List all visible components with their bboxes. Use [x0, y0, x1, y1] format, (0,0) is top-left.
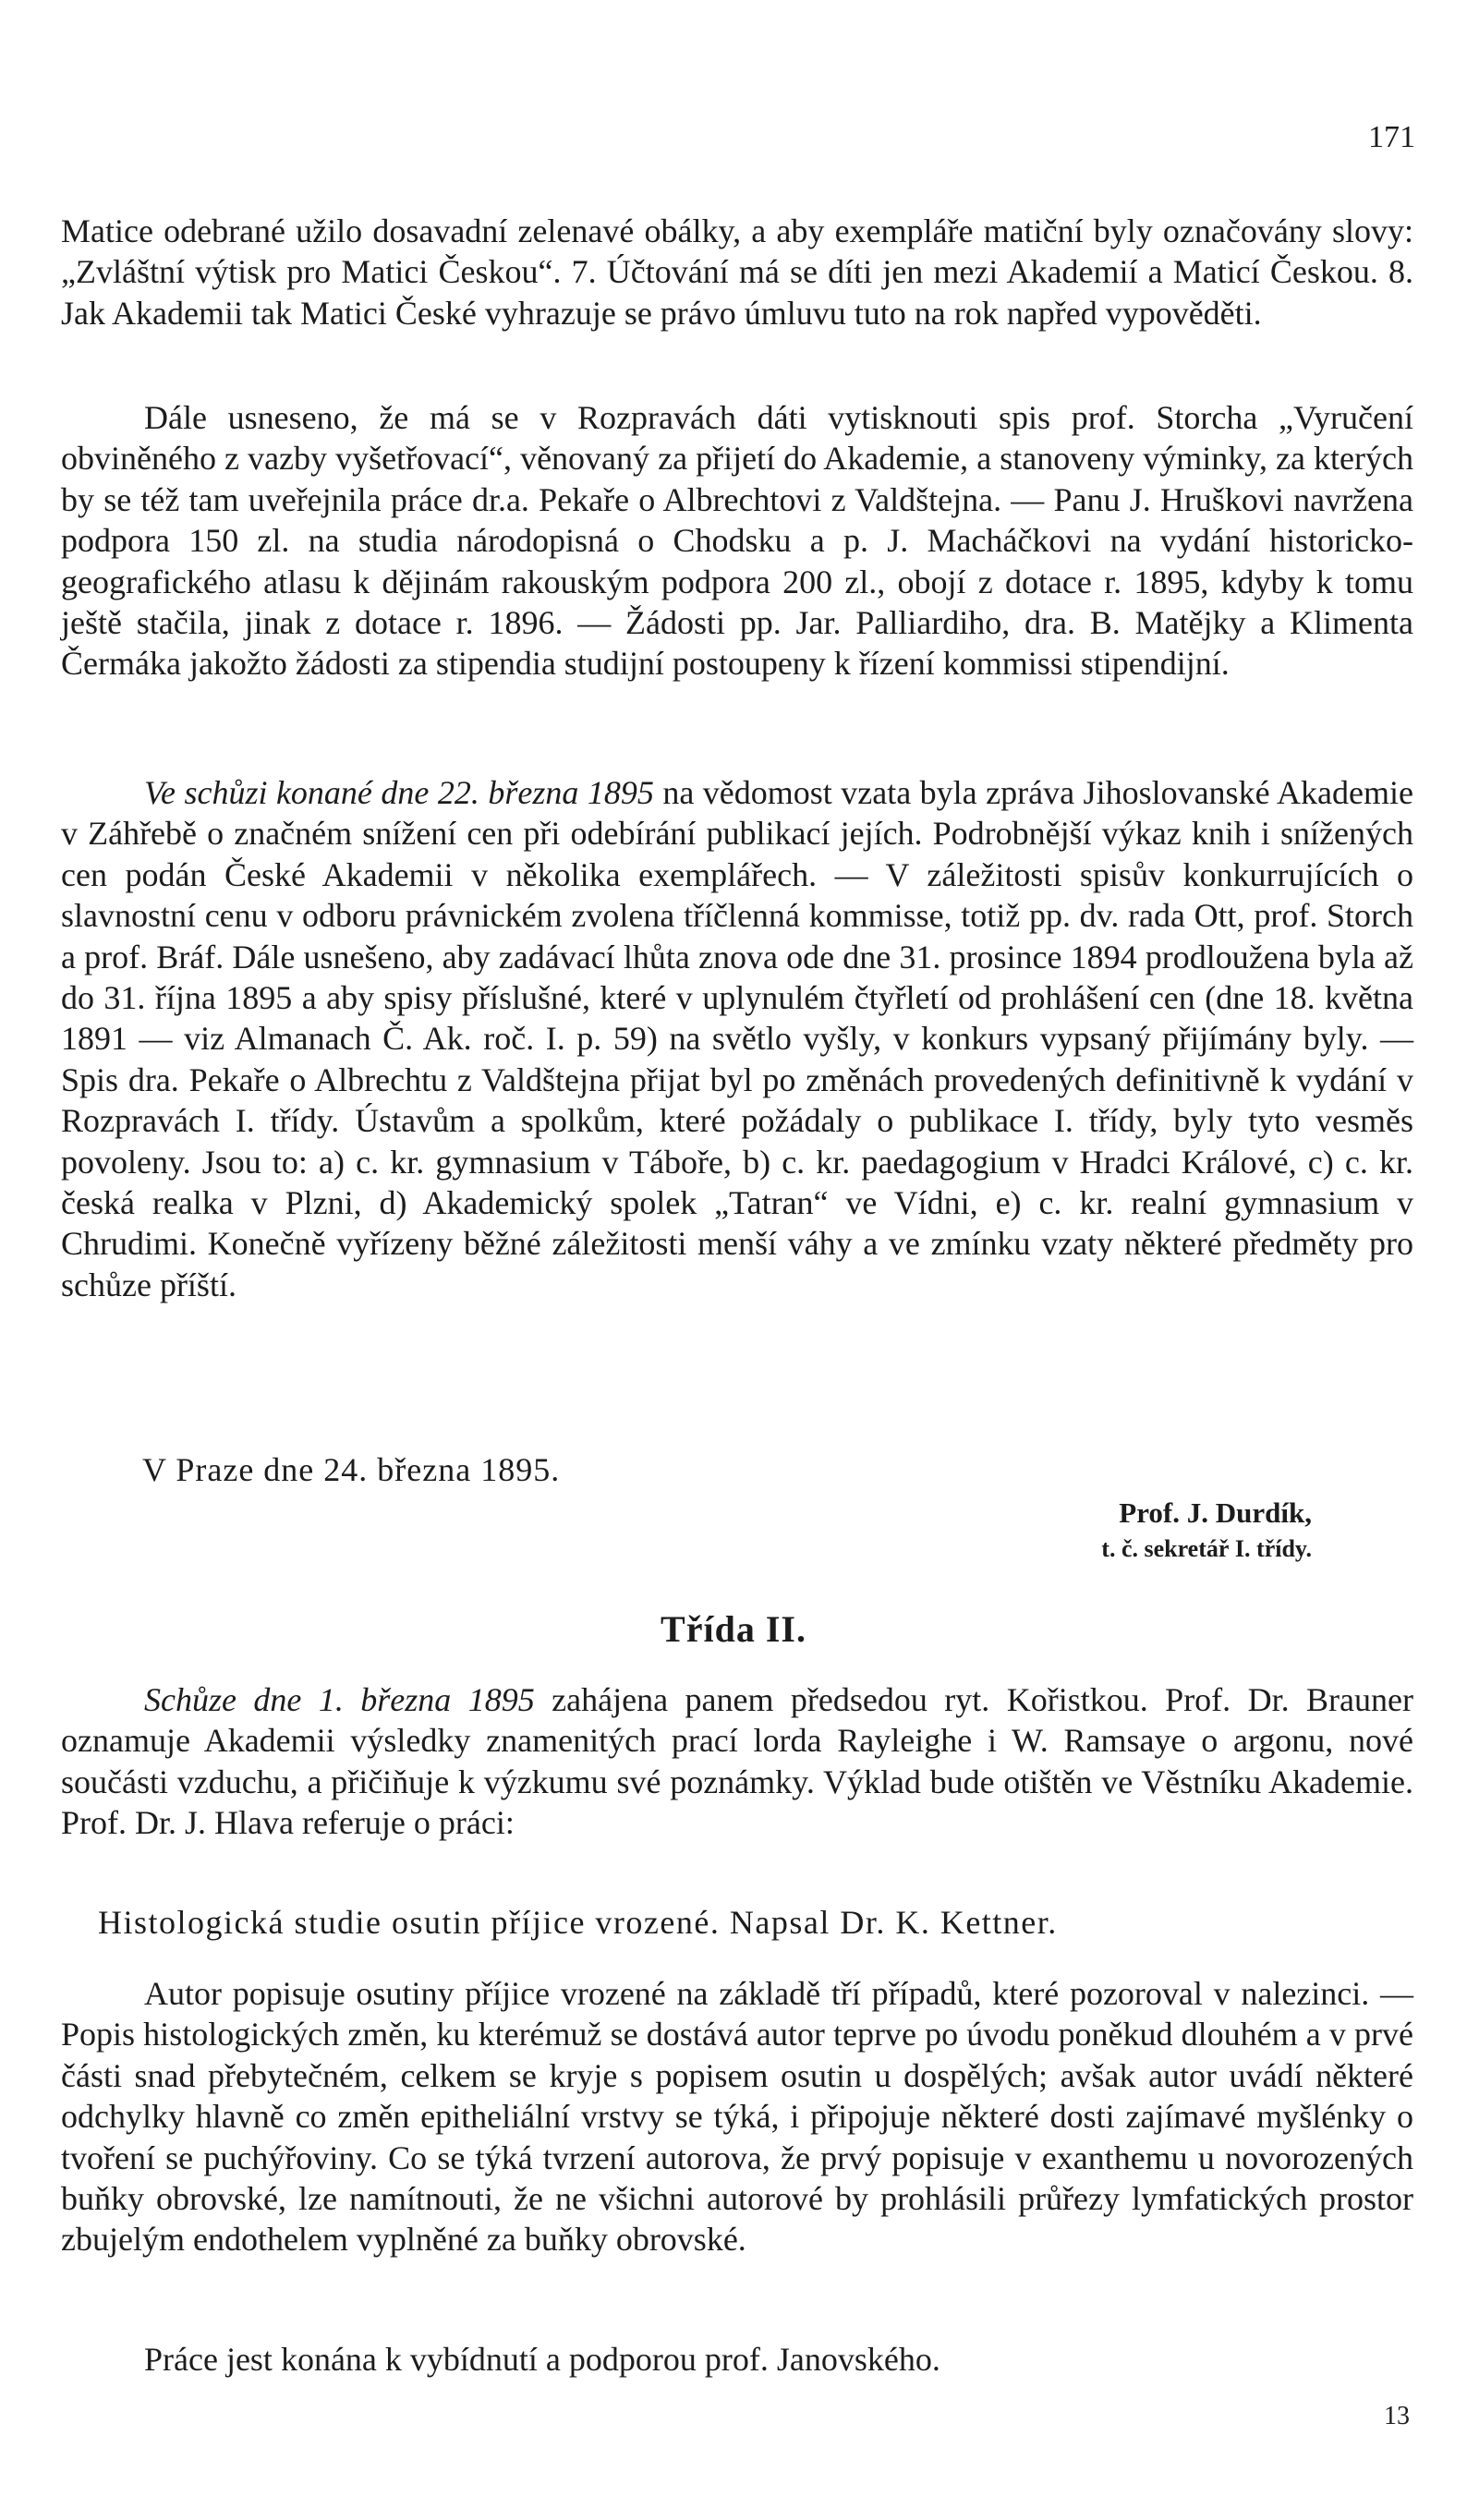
paragraph-text: Dále usneseno, že má se v Rozpravách dáti vytisknouti spis prof. Storcha „Vyručení obviněného z vazby vyšetřovací“, věnovaný za přijetí do Akademie, a stanoveny výminky, za kterých by se též tam uveřejnila práce dr.a. Pekaře o Albrechtovi z Valdštejna. — Panu J. Hruškovi navržena podpora 150 zl. na studia národopisná o Chodsku a p. J. Macháčkovi na vydání historicko-geografického atlasu k dějinám rakouským podpora 200 zl., obojí z dotace r. 1895, kdyby k tomu ještě stačila, jinak z dotace r. 1896. — Žádosti pp. Jar. Palliardiho, dra. B. Matějky a Klimenta Čermáka jakožto žádosti za stipendia studijní postoupeny k řízení kommissi stipendijní.: [61, 399, 1413, 683]
paragraph-session-1-march: [61, 1679, 1413, 1844]
paragraph-rozpravy-resolution: [61, 397, 1413, 685]
paragraph-text: Autor popisuje osutiny příjice vrozené na základě tří případů, které pozoroval v nalezinci. — Popis histologických změn, ku kterémuž se dostává autor teprve po úvodu poněkud dlouhém a v prvé části snad přebytečném, celkem se kryje s popisem osutin u dospělých; avšak autor uvádí některé odchylky hlavně co změn epitheliální vrstvy se týká, i připojuje některé dosti zajímavé myšlénky o tvoření se puchýřoviny. Co se týká tvrzení autorova, že prvý popisuje v exanthemu u novorozených buňky obrovské, lze namítnouti, že ne všichni autorové by prohlásili průřezy lymfatických prostor zbujelým endothelem vyplněné za buňky obrovské.: [61, 1975, 1413, 2259]
paragraph-acknowledgement: [61, 2339, 1413, 2380]
session-date-italic: Ve schůzi konané dne 22. března 1895: [144, 774, 654, 811]
paragraph-text: Práce jest konána k vybídnutí a podporou prof. Janovského.: [144, 2341, 940, 2378]
paragraph-matice-agreement: [61, 211, 1413, 333]
section-heading: Třída II.: [661, 1608, 806, 1650]
paragraph-session-22-march: [61, 772, 1413, 1305]
session-date-italic: Schůze dne 1. března 1895: [144, 1681, 535, 1718]
paragraph-review: [61, 1973, 1413, 2260]
signature-mark: 13: [1384, 2402, 1410, 2430]
paper-title: Histologická studie osutin příjice vrozené. Napsal Dr. K. Kettner.: [98, 1904, 1058, 1941]
paragraph-text: zahájena panem předsedou ryt. Kořistkou. Prof. Dr. Brauner oznamuje Akademii výsledky znamenitých prací lorda Rayleighe i W. Ramsaye o argonu, nové součásti vzduchu, a přičiňuje k výzkumu své poznámky. Výklad bude otištěn ve Věstníku Akademie. Prof. Dr. J. Hlava referuje o práci:: [61, 1681, 1413, 1842]
paragraph-text: Matice odebrané užilo dosavadní zelenavé obálky, a aby exempláře matiční byly označovány slovy: „Zvláštní výtisk pro Matici Českou“. 7. Účtování má se díti jen mezi Akademií a Maticí Českou. 8. Jak Akademii tak Matici České vyhrazuje se právo úmluvu tuto na rok napřed vypověděti.: [61, 212, 1413, 332]
place-date-line: V Praze dne 24. března 1895.: [142, 1451, 561, 1488]
page-number: 171: [1368, 120, 1415, 154]
signature-name: Prof. J. Durdík,: [1119, 1496, 1312, 1529]
paragraph-text: na vědomost vzata byla zpráva Jihoslovanské Akademie v Záhřebě o značném snížení cen při odebírání publikací jejích. Podrobnější výkaz knih i snížených cen podán České Akademii v několika exemplářech. — V záležitosti spisův konkurrujících o slavnostní cenu v odboru právnickém zvolena tříčlenná kommisse, totiž pp. dv. rada Ott, prof. Storch a prof. Bráf. Dále usnešeno, aby zadávací lhůta znova ode dne 31. prosince 1894 prodloužena byla až do 31. října 1895 a aby spisy příslušné, které v uplynulém čtyřletí od prohlášení cen (dne 18. května 1891 — viz Almanach Č. Ak. roč. I. p. 59) na světlo vyšly, v konkurs vypsaný přijímány byly. — Spis dra. Pekaře o Albrechtu z Valdštejna přijat byl po změnách provedených definitivně k vydání v Rozpravách I. třídy. Ústavům a spolkům, které požádaly o publikace I. třídy, byly tyto vesměs povoleny. Jsou to: a) c. kr. gymnasium v Táboře, b) c. kr. paedagogium v Hradci Králové, c) c. kr. česká realka v Plzni, d) Akademický spolek „Tatran“ ve Vídni, e) c. kr. realní gymnasium v Chrudimi. Konečně vyřízeny běžné záležitosti menší váhy a ve zmínku vzaty některé předměty pro schůze příští.: [61, 774, 1413, 1303]
signature-role: t. č. sekretář I. třídy.: [1101, 1535, 1312, 1562]
